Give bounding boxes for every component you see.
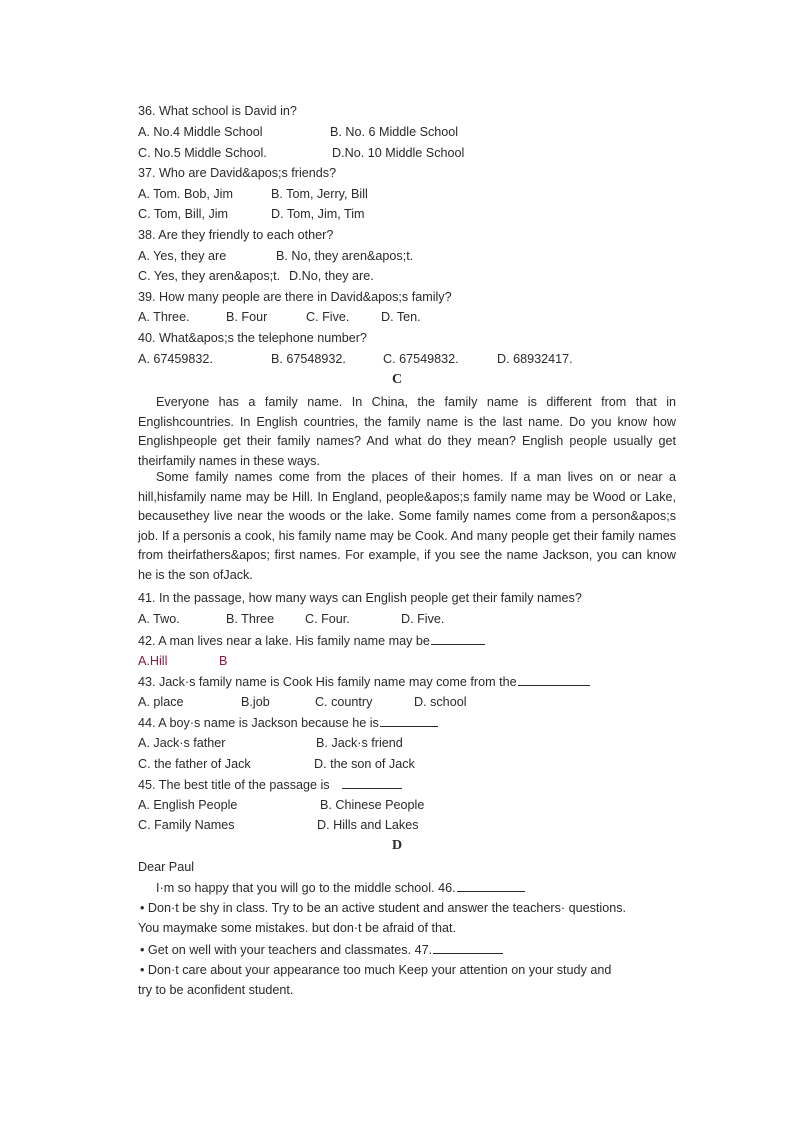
q44-option-c: C. the father of Jack xyxy=(138,757,251,771)
q40-option-d: D. 68932417. xyxy=(497,352,573,366)
letter-bullet-3: • Don·t care about your appearance too much Keep your attention on your study and xyxy=(140,963,612,977)
q38-option-a: A. Yes, they are xyxy=(138,249,227,263)
q42-answer-blank xyxy=(431,632,485,645)
q40-option-c: C. 67549832. xyxy=(383,352,459,366)
q45-option-c: C. Family Names xyxy=(138,818,235,832)
q42-line xyxy=(138,632,485,649)
q43-answer-blank xyxy=(518,673,590,686)
q40-option-a: A. 67459832. xyxy=(138,352,213,366)
q38-option-d: D.No, they are. xyxy=(289,269,374,283)
q43-option-a: A. place xyxy=(138,695,184,709)
q43-option-b: B.job xyxy=(241,695,270,709)
q46-answer-blank xyxy=(457,879,525,892)
q40-option-b: B. 67548932. xyxy=(271,352,346,366)
q36-option-c: C. No.5 Middle School. xyxy=(138,146,267,160)
q39-option-b: B. Four xyxy=(226,310,268,324)
q37-option-c: C. Tom, Bill, Jim xyxy=(138,207,229,221)
q38-option-b: B. No, they aren&apos;t. xyxy=(276,249,414,263)
q39-option-a: A. Three. xyxy=(138,310,190,324)
q41-stem: 41. In the passage, how many ways can English people get their family names? xyxy=(138,591,582,605)
q45-line xyxy=(138,776,402,793)
q45-option-d: D. Hills and Lakes xyxy=(317,818,419,832)
q41-option-c: C. Four. xyxy=(305,612,350,626)
letter-line-46 xyxy=(156,879,525,896)
q44-option-d: D. the son of Jack xyxy=(314,757,415,771)
q43-stem: 43. Jack·s family name is Cook His family name may come from the xyxy=(138,675,517,689)
letter-greeting: Dear Paul xyxy=(138,860,195,874)
q45-answer-blank xyxy=(342,776,402,789)
q44-option-b: B. Jack·s friend xyxy=(316,736,403,750)
section-c-paragraph-1: Everyone has a family name. In China, the family name is different from that in Englishcountries. In English countries, the family name is the last name. Do you know how Englishpeople get their family names? And what do they mean? English people usually get theirfamily names in these ways. xyxy=(138,395,676,468)
section-c-heading: C xyxy=(391,372,403,387)
q37-option-b: B. Tom, Jerry, Bill xyxy=(271,187,368,201)
letter-bullet-1: • Don·t be shy in class. Try to be an active student and answer the teachers· questions. xyxy=(140,901,627,915)
q42-stem: 42. A man lives near a lake. His family name may be xyxy=(138,634,430,648)
q40-stem: 40. What&apos;s the telephone number? xyxy=(138,331,367,345)
q47-answer-blank xyxy=(433,941,503,954)
q44-answer-blank xyxy=(380,714,438,727)
q45-stem: 45. The best title of the passage is xyxy=(138,778,330,792)
q36-option-d: D.No. 10 Middle School xyxy=(332,146,465,160)
q43-line xyxy=(138,673,590,690)
letter-bullet-2: • Get on well with your teachers and classmates. 47. xyxy=(140,943,433,957)
q38-option-c: C. Yes, they aren&apos;t. xyxy=(138,269,281,283)
q44-option-a: A. Jack·s father xyxy=(138,736,226,750)
q43-option-d: D. school xyxy=(414,695,467,709)
q39-stem: 39. How many people are there in David&apos;s family? xyxy=(138,290,452,304)
q37-option-d: D. Tom, Jim, Tim xyxy=(271,207,365,221)
letter-bullet-1-cont: You maymake some mistakes. but don·t be afraid of that. xyxy=(138,921,457,935)
section-d-heading: D xyxy=(391,838,403,853)
letter-line-46-text: I·m so happy that you will go to the middle school. 46. xyxy=(156,881,456,895)
q44-stem: 44. A boy·s name is Jackson because he is xyxy=(138,716,379,730)
q37-option-a: A. Tom. Bob, Jim xyxy=(138,187,233,201)
q41-option-d: D. Five. xyxy=(401,612,445,626)
q39-option-d: D. Ten. xyxy=(381,310,421,324)
q41-option-a: A. Two. xyxy=(138,612,180,626)
q36-option-a: A. No.4 Middle School xyxy=(138,125,263,139)
section-c-paragraph-2: Some family names come from the places of their homes. If a man lives on or near a hill,hisfamily name may be Hill. In England, people&apos;s family name may be Wood or Lake, becausethey live near the woods or the lake. Some family names come from a person&apos;s job. If a personis a cook, his family name may be Cook. And many people get their family names from theirfathers&apos; first names. For example, if you see the name Jackson, you can know he is the son ofJack. xyxy=(138,470,676,582)
letter-bullet-3-cont: try to be aconfident student. xyxy=(138,983,294,997)
q39-option-c: C. Five. xyxy=(306,310,350,324)
q45-option-b: B. Chinese People xyxy=(320,798,425,812)
q41-option-b: B. Three xyxy=(226,612,275,626)
q36-option-b: B. No. 6 Middle School xyxy=(330,125,459,139)
q38-stem: 38. Are they friendly to each other? xyxy=(138,228,334,242)
q37-stem: 37. Who are David&apos;s friends? xyxy=(138,166,337,180)
letter-line-47 xyxy=(140,941,503,958)
q42-option-b: B xyxy=(219,654,228,668)
q44-line xyxy=(138,714,438,731)
q42-option-a: A.Hill xyxy=(138,654,168,668)
q45-option-a: A. English People xyxy=(138,798,238,812)
q43-option-c: C. country xyxy=(315,695,373,709)
q36-stem: 36. What school is David in? xyxy=(138,104,297,118)
